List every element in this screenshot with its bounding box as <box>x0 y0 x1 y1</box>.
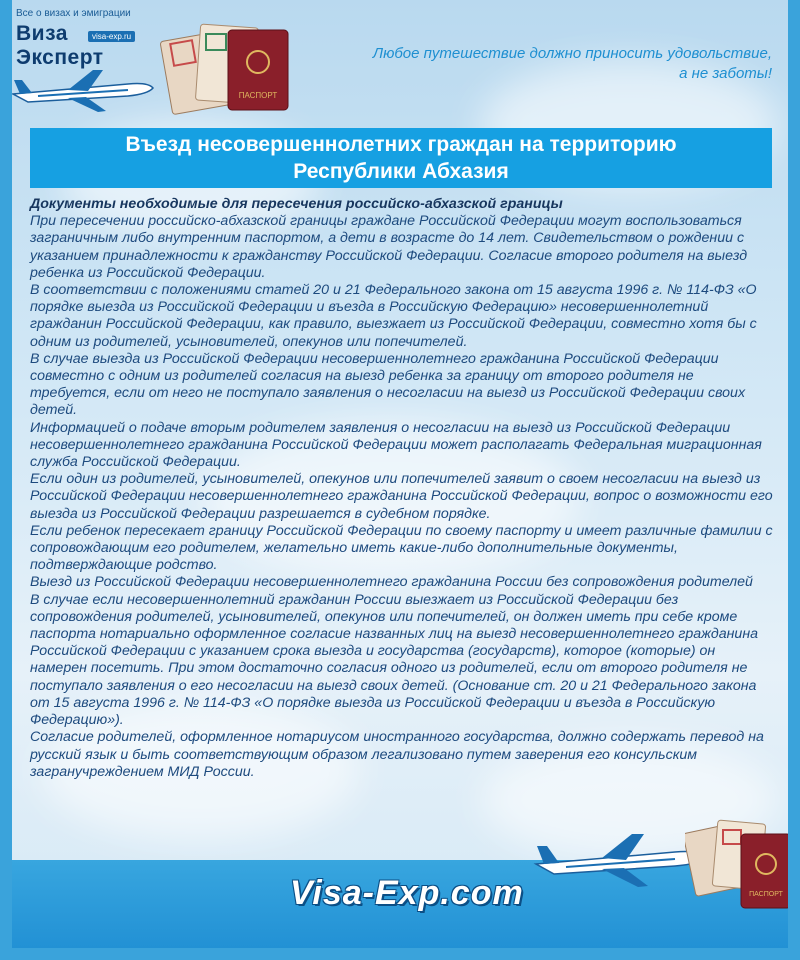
slogan-line-1: Любое путешествие должно приносить удовольствие, <box>372 45 772 62</box>
footer-brand[interactable]: Visa-Exp.com <box>290 874 524 912</box>
page-title-line-2: Республики Абхазия <box>293 160 509 183</box>
article-body <box>30 196 776 781</box>
airplane-icon <box>530 830 710 890</box>
slogan-line-2: а не заботы! <box>679 65 772 82</box>
site-slogan <box>373 44 772 84</box>
passport-stack-icon <box>158 6 298 118</box>
site-logo[interactable] <box>8 6 308 118</box>
logo-url-badge: visa-exp.ru <box>88 31 135 42</box>
passport-label: ПАСПОРТ <box>238 91 278 100</box>
article-paragraph: В случае если несовершеннолетний гражданин России выезжает из Российской Федерации без сопровождения родителей, усыновителей, опекунов или попечителей, он должен иметь при себе кроме паспорта нотариально оформленное согласие названных лиц на выезд несовершеннолетнего гражданина Российской Федерации с указанием срока выезда и государства (государств), которое (которые) он намерен посетить. При этом достаточно согласия одного из родителей, если от второго родителя не поступало заявления о его несогласии на выезд своих детей. (Основание ст. 20 и 21 Федерального закона от 15 августа 1996 г. № 114-ФЗ «О порядке выезда из Российской Федерации и въезда в Российскую Федерацию»). <box>30 591 759 729</box>
section-heading-unaccompanied: Выезд из Российской Федерации несовершеннолетнего гражданина России без сопровождения родителей <box>30 574 753 591</box>
airplane-icon <box>8 66 158 116</box>
article-paragraph: Если ребенок пересекает границу Российской Федерации по своему паспорту и имеет различные фамилии с сопровождающим его родителем, желательно иметь какие-либо дополнительные документы, подтверждающие родство. <box>30 522 773 574</box>
article-paragraph: При пересечении российско-абхазской границы граждане Российской Федерации могут воспользоваться заграничным либо внутренним паспортом, а дети в возрасте до 14 лет. Свидетельством о рождении с указанием принадлежности к гражданству Российской Федерации. Согласие второго родителя на выезд ребенка из Российской Федерации. <box>30 213 748 281</box>
logo-tagline: Все о визах и эмиграции <box>16 8 131 19</box>
logo-word-expert: Эксперт <box>16 46 104 69</box>
article-paragraph: Информацией о подаче вторым родителем заявления о несогласии на выезд из Российской Федерации несовершеннолетнего гражданина Российской Федерации может располагать Федеральная миграционная служба Российской Федерации. <box>30 419 762 471</box>
article-paragraph: В соответствии с положениями статей 20 и 21 Федерального закона от 15 августа 1996 г. № 114-ФЗ «О порядке выезда из Российской Федерации и въезда в Российскую Федерацию» несовершеннолетний гражданин Российской Федерации, как правило, выезжает из Российской Федерации, совместно хотя бы с одним из родителей, усыновителей, опекунов или попечителей. <box>30 282 757 350</box>
passport-stack-icon <box>685 808 795 918</box>
page-title-line-1: Въезд несовершеннолетних граждан на территорию <box>125 133 677 156</box>
site-footer <box>0 860 800 960</box>
section-heading-documents: Документы необходимые для пересечения российско-абхазской границы <box>30 196 563 212</box>
site-header <box>0 0 800 125</box>
passport-label: ПАСПОРТ <box>749 891 783 898</box>
article-paragraph: В случае выезда из Российской Федерации несовершеннолетнего гражданина Российской Федерации совместно с одним из родителей согласия на выезд ребенка за границу от второго родителя не требуется, если от него не поступало заявления о несогласии на выезд из Российской Федерации своих детей. <box>30 350 746 419</box>
article-paragraph: Если один из родителей, усыновителей, опекунов или попечителей заявит о своем несогласии на выезд из Российской Федерации несовершеннолетнего гражданина Российской Федерации, вопрос о возможности его выезда из Российской Федерации разрешается в судебном порядке. <box>30 471 773 522</box>
article-paragraph: Согласие родителей, оформленное нотариусом иностранного государства, должно содержать перевод на русский язык и быть соответствующим образом легализовано путем заверения его консульским загранучреждением МИД России. <box>30 729 764 780</box>
page-title <box>30 128 772 188</box>
logo-word-viza: Виза <box>16 22 68 45</box>
